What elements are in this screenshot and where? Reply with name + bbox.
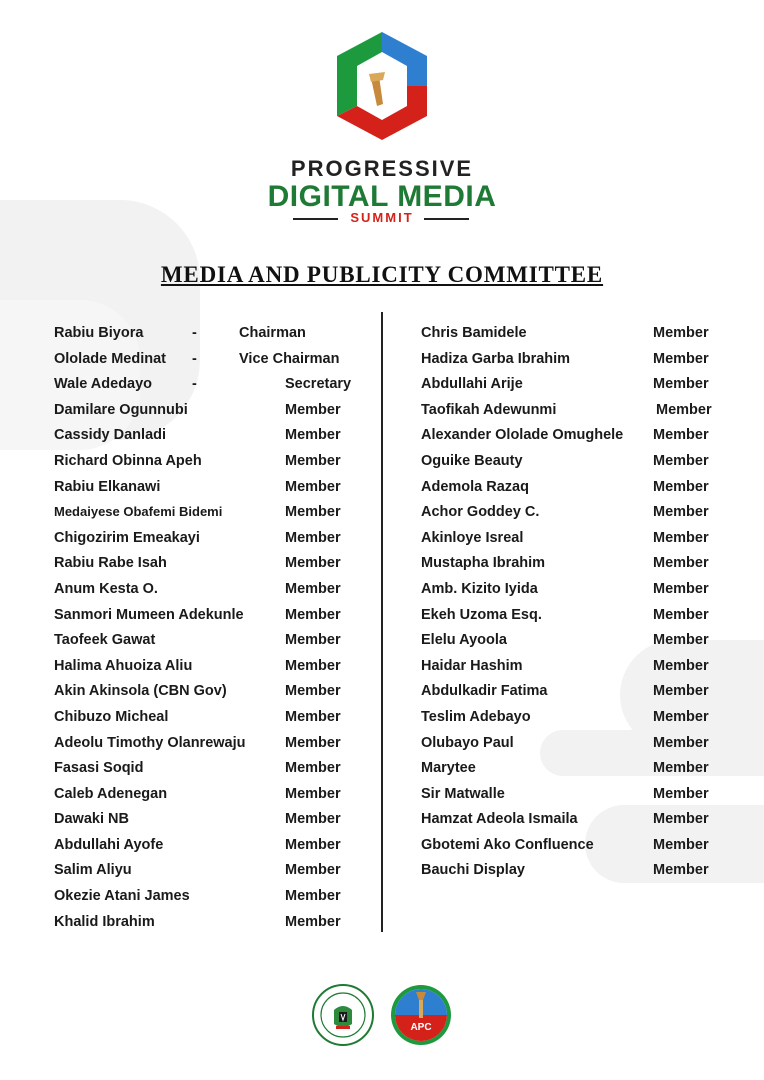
member-row (54, 450, 374, 476)
member-name: Hadiza Garba Ibrahim (421, 350, 571, 367)
member-name: Sir Matwalle (421, 785, 505, 802)
member-role: Member (285, 888, 341, 905)
member-row (54, 552, 374, 578)
member-role: Member (285, 401, 341, 418)
member-role: Member (285, 478, 341, 495)
member-row (421, 501, 741, 527)
member-role: Member (653, 606, 709, 623)
coat-of-arms-seal-icon (312, 984, 374, 1046)
member-row (54, 527, 374, 553)
member-row (54, 501, 374, 527)
member-name: Taofeek Gawat (54, 632, 156, 649)
member-name: Gbotemi Ako Confluence (421, 836, 594, 853)
member-name: Chris Bamidele (421, 325, 527, 341)
apc-logo-icon (390, 984, 452, 1046)
member-row (54, 373, 374, 399)
member-role: Member (285, 632, 341, 649)
member-row (421, 578, 741, 604)
member-name: Abdullahi Arije (421, 376, 523, 393)
member-name: Rabiu Biyora (54, 325, 144, 341)
member-role: Member (653, 657, 709, 674)
member-role: Member (653, 683, 709, 700)
member-role: Member (653, 862, 709, 879)
member-name: Hamzat Adeola Ismaila (421, 811, 578, 828)
member-role: Member (653, 376, 709, 393)
member-name: Damilare Ogunnubi (54, 401, 188, 418)
member-row (421, 552, 741, 578)
member-role: Vice Chairman (239, 350, 340, 367)
member-row (421, 322, 741, 348)
member-name: Anum Kesta O. (54, 580, 158, 597)
column-divider (381, 312, 383, 932)
member-role: Member (653, 427, 709, 444)
member-row (421, 757, 741, 783)
member-name: Rabiu Elkanawi (54, 478, 161, 495)
member-role: Member (285, 657, 341, 674)
member-row (54, 604, 374, 630)
member-name: Adeolu Timothy Olanrewaju (54, 734, 246, 751)
member-row (421, 476, 741, 502)
member-role: Member (653, 708, 709, 725)
member-name: Teslim Adebayo (421, 708, 531, 725)
member-row (54, 348, 374, 374)
member-name: Amb. Kizito Iyida (421, 580, 538, 597)
member-row (54, 655, 374, 681)
right-member-list (421, 322, 741, 885)
member-name: Ademola Razaq (421, 478, 529, 495)
member-row (54, 399, 374, 425)
member-row (54, 476, 374, 502)
member-row (421, 527, 741, 553)
member-row (421, 808, 741, 834)
member-row (421, 655, 741, 681)
member-name: Akinloye Isreal (421, 529, 524, 546)
member-row (421, 834, 741, 860)
member-name: Olubayo Paul (421, 734, 514, 751)
member-role: Member (285, 708, 341, 725)
member-name: Fasasi Soqid (54, 760, 144, 777)
member-name: Richard Obinna Apeh (54, 452, 202, 469)
member-role: Member (285, 606, 341, 623)
member-row (421, 604, 741, 630)
member-row (54, 783, 374, 809)
member-name: Akin Akinsola (CBN Gov) (54, 683, 227, 700)
member-role: Member (285, 529, 341, 546)
member-row (421, 859, 741, 885)
member-role: Member (653, 785, 709, 802)
member-role: Member (656, 401, 712, 418)
member-role: Member (653, 325, 709, 341)
member-role: Member (285, 836, 341, 853)
member-name: Salim Aliyu (54, 862, 132, 879)
member-name: Sanmori Mumeen Adekunle (54, 606, 244, 623)
member-row (421, 732, 741, 758)
member-name: Medaiyese Obafemi Bidemi (54, 504, 223, 520)
member-row (54, 322, 374, 348)
member-role: Member (285, 913, 341, 930)
member-row (421, 629, 741, 655)
brand-line-progressive: PROGRESSIVE (290, 156, 474, 181)
member-row (421, 348, 741, 374)
member-role: Member (653, 836, 709, 853)
brand-line-summit: SUMMIT (350, 210, 414, 225)
left-member-list (54, 322, 374, 936)
member-row (54, 834, 374, 860)
member-role: Secretary (285, 376, 352, 393)
member-role: Member (285, 734, 341, 751)
member-row (54, 757, 374, 783)
member-row (54, 706, 374, 732)
member-name: Mustapha Ibrahim (421, 555, 546, 572)
member-name: Ololade Medinat (54, 350, 166, 367)
member-name: Haidar Hashim (421, 657, 523, 674)
member-name: Wale Adedayo (54, 376, 153, 393)
member-role: Member (653, 529, 709, 546)
member-row (54, 808, 374, 834)
member-role: Member (285, 504, 341, 521)
member-role: Member (285, 683, 341, 700)
apc-label: APC (410, 1022, 432, 1033)
member-role: Member (653, 811, 709, 828)
member-row (421, 373, 741, 399)
member-role: Member (653, 632, 709, 649)
member-role: Member (653, 504, 709, 521)
member-name: Bauchi Display (421, 862, 525, 879)
member-role: Member (285, 862, 341, 879)
member-row (421, 706, 741, 732)
member-row (54, 859, 374, 885)
page-title: MEDIA AND PUBLICITY COMMITTEE (160, 262, 604, 287)
member-role: Member (285, 427, 341, 444)
member-row (54, 424, 374, 450)
member-role: Member (653, 555, 709, 572)
member-name: Alexander Ololade Omughele (421, 427, 624, 444)
member-name: Marytee (421, 760, 476, 777)
member-row (54, 578, 374, 604)
member-role: Member (285, 580, 341, 597)
member-row (421, 783, 741, 809)
member-role: Member (653, 734, 709, 751)
member-name: Caleb Adenegan (54, 785, 168, 802)
member-name: Oguike Beauty (421, 452, 523, 469)
member-row (421, 680, 741, 706)
member-row (54, 732, 374, 758)
member-row (54, 885, 374, 911)
member-name: Elelu Ayoola (421, 632, 507, 649)
member-role: Member (285, 760, 341, 777)
member-role: Member (285, 811, 341, 828)
member-role: Member (653, 478, 709, 495)
member-name: Halima Ahuoiza Aliu (54, 657, 193, 674)
member-row (421, 399, 741, 425)
member-role: Member (285, 555, 341, 572)
member-role: Member (285, 452, 341, 469)
member-row (421, 450, 741, 476)
summit-logo-icon (327, 28, 437, 143)
member-dash: - (192, 350, 197, 367)
member-role: Member (653, 350, 709, 367)
member-name: Ekeh Uzoma Esq. (421, 606, 542, 623)
member-name: Okezie Atani James (54, 888, 190, 905)
member-dash: - (192, 376, 197, 393)
member-row (421, 424, 741, 450)
member-role: Member (653, 452, 709, 469)
member-role: Chairman (239, 325, 306, 341)
member-role: Member (653, 580, 709, 597)
member-name: Taofikah Adewunmi (421, 401, 557, 418)
member-row (54, 629, 374, 655)
member-name: Achor Goddey C. (421, 504, 540, 521)
member-name: Khalid Ibrahim (54, 913, 155, 930)
member-name: Abdulkadir Fatima (421, 683, 548, 700)
member-row (54, 680, 374, 706)
member-row (54, 911, 374, 937)
member-name: Cassidy Danladi (54, 427, 167, 444)
member-name: Abdullahi Ayofe (54, 836, 164, 853)
member-role: Member (285, 785, 341, 802)
member-name: Dawaki NB (54, 811, 129, 828)
member-dash: - (192, 325, 197, 341)
member-name: Rabiu Rabe Isah (54, 555, 167, 572)
brand-line-digital-media: DIGITAL MEDIA (267, 180, 497, 213)
member-name: Chigozirim Emeakayi (54, 529, 200, 546)
member-name: Chibuzo Micheal (54, 708, 169, 725)
member-role: Member (653, 760, 709, 777)
